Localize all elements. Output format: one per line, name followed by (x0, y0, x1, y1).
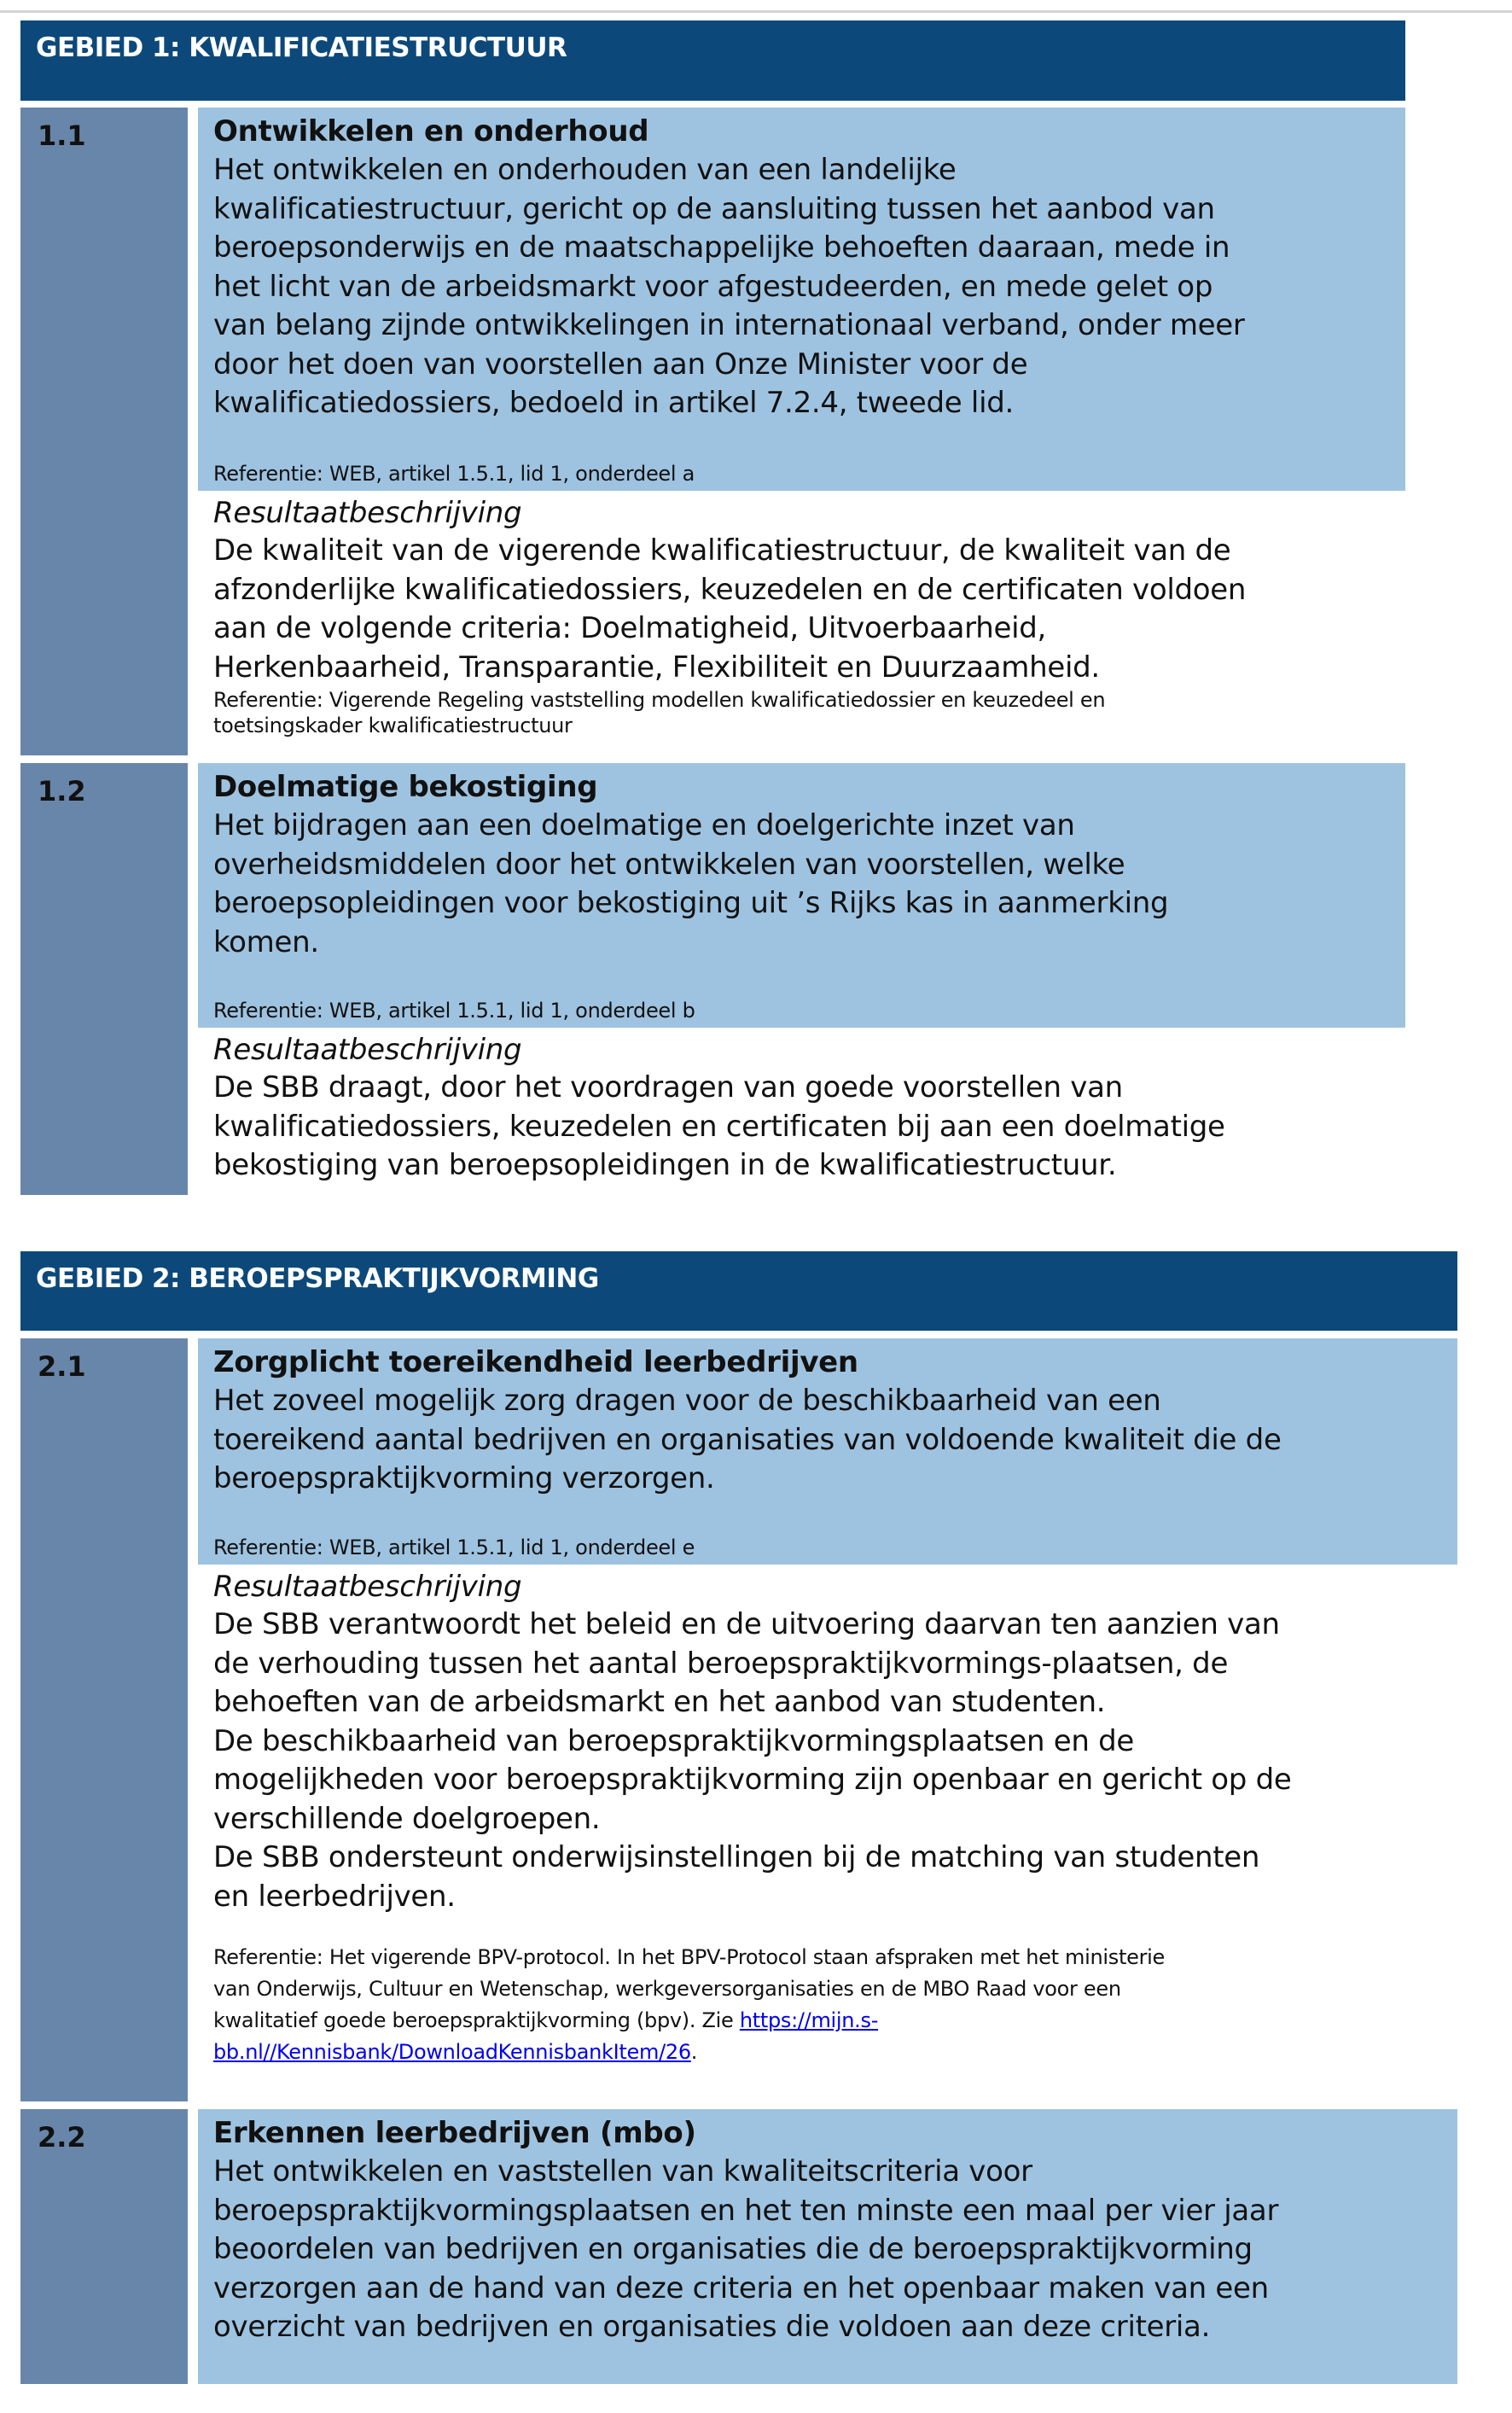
link-suffix: . (690, 2040, 698, 2064)
task-reference: Referentie: WEB, artikel 1.5.1, lid 1, onderdeel a (213, 462, 695, 486)
task-description-box (198, 2109, 1457, 2384)
result-line: verschillende doelgroepen. (213, 1801, 601, 1836)
result-line: aan de volgende criteria: Doelmatigheid, Uitvoerbaarheid, (213, 611, 1047, 645)
task-title: Ontwikkelen en onderhoud (213, 114, 649, 149)
description-line: Het ontwikkelen en onderhouden van een landelijke (213, 153, 957, 187)
task-content (198, 763, 1405, 1186)
task-number: 2.2 (20, 2109, 188, 2384)
description-line: beroepspraktijkvorming verzorgen. (213, 1461, 715, 1495)
result-line: De SBB draagt, door het voordragen van goede voorstellen van (213, 1070, 1123, 1105)
task-number: 1.1 (20, 108, 188, 755)
result-line: de verhouding tussen het aantal beroepspraktijkvormings-plaatsen, de (213, 1646, 1229, 1681)
gebied-1-header: GEBIED 1: KWALIFICATIESTRUCTUUR (20, 20, 1405, 101)
result-line: en leerbedrijven. (213, 1879, 456, 1914)
task-row-2-1 (20, 1338, 1457, 2101)
gebied-1-table (20, 20, 1405, 1195)
result-label: Resultaatbeschrijving (213, 1033, 522, 1067)
result-line: afzonderlijke kwalificatiedossiers, keuzedelen en de certificaten voldoen (213, 572, 1247, 607)
description-line: kwalificatiestructuur, gericht op de aansluiting tussen het aanbod van (213, 191, 1215, 226)
description-line: komen. (213, 924, 319, 959)
result-line: bekostiging van beroepsopleidingen in de kwalificatiestructuur. (213, 1148, 1117, 1182)
task-description-box (198, 108, 1405, 491)
description-line: kwalificatiedossiers, bedoeld in artikel 7.2.4, tweede lid. (213, 386, 1015, 420)
result-reference-prefix: kwalitatief goede beroepspraktijkvorming (bpv). Zie (213, 2008, 740, 2032)
result-label: Resultaatbeschrijving (213, 496, 522, 530)
task-title: Erkennen leerbedrijven (mbo) (213, 2116, 696, 2150)
kennisbank-link-continued[interactable]: bb.nl//Kennisbank/DownloadKennisbankItem/26 (213, 2040, 691, 2064)
task-number: 2.1 (20, 1338, 188, 2101)
page-top-divider (0, 10, 1512, 13)
description-line: Het zoveel mogelijk zorg dragen voor de beschikbaarheid van een (213, 1384, 1161, 1418)
result-section (198, 1565, 1457, 2068)
task-content (198, 108, 1405, 738)
result-section (198, 491, 1405, 738)
gebied-2-header: GEBIED 2: BEROEPSPRAKTIJKVORMING (20, 1251, 1457, 1331)
result-line: De beschikbaarheid van beroepspraktijkvormingsplaatsen en de (213, 1723, 1134, 1758)
task-row-2-2 (20, 2109, 1457, 2384)
task-number: 1.2 (20, 763, 188, 1195)
description-line: door het doen van voorstellen aan Onze Minister voor de (213, 347, 1028, 382)
kennisbank-link[interactable]: https://mijn.s- (739, 2008, 879, 2032)
task-description (213, 151, 1405, 423)
task-row-1-2 (20, 763, 1405, 1195)
task-description (213, 807, 1405, 962)
result-line: kwalificatiedossiers, keuzedelen en certificaten bij aan een doelmatige (213, 1109, 1225, 1144)
result-reference-line: toetsingskader kwalificatiestructuur (213, 714, 573, 737)
description-line: Het bijdragen aan een doelmatige en doelgerichte inzet van (213, 808, 1075, 842)
task-description (213, 1382, 1457, 1499)
result-line: De kwaliteit van de vigerende kwalificatiestructuur, de kwaliteit van de (213, 533, 1231, 568)
task-reference: Referentie: WEB, artikel 1.5.1, lid 1, onderdeel b (213, 999, 695, 1023)
result-line: De SBB ondersteunt onderwijsinstellingen bij de matching van studenten (213, 1840, 1260, 1874)
task-description-box (198, 763, 1405, 1028)
result-description (213, 1606, 1457, 1916)
task-content (198, 2109, 1457, 2384)
task-description-box (198, 1338, 1457, 1565)
result-line: De SBB verantwoordt het beleid en de uitvoering daarvan ten aanzien van (213, 1607, 1280, 1641)
task-reference: Referentie: WEB, artikel 1.5.1, lid 1, onderdeel e (213, 1536, 695, 1559)
result-reference-line: Referentie: Het vigerende BPV-protocol. In het BPV-Protocol staan afspraken met het ministerie (213, 1945, 1165, 1969)
result-reference (213, 1942, 1457, 2068)
task-content (198, 1338, 1457, 2068)
description-line: Het ontwikkelen en vaststellen van kwaliteitscriteria voor (213, 2154, 1032, 2189)
result-description (213, 532, 1405, 687)
task-description (213, 2153, 1457, 2347)
result-reference-line: Referentie: Vigerende Regeling vaststelling modellen kwalificatiedossier en keuzedeel en (213, 688, 1106, 712)
result-label: Resultaatbeschrijving (213, 1570, 522, 1604)
description-line: overheidsmiddelen door het ontwikkelen van voorstellen, welke (213, 847, 1125, 882)
task-title: Zorgplicht toereikendheid leerbedrijven (213, 1345, 858, 1379)
result-description (213, 1069, 1405, 1186)
result-line: behoeften van de arbeidsmarkt en het aanbod van studenten. (213, 1685, 1106, 1719)
description-line: beroepsopleidingen voor bekostiging uit ’s Rijks kas in aanmerking (213, 886, 1169, 920)
result-reference-line (213, 2005, 1457, 2037)
task-row-1-1 (20, 108, 1405, 755)
description-line: toereikend aantal bedrijven en organisaties van voldoende kwaliteit die de (213, 1422, 1282, 1457)
result-section (198, 1028, 1405, 1186)
description-line: verzorgen aan de hand van deze criteria en het openbaar maken van een (213, 2270, 1269, 2305)
result-reference-line: van Onderwijs, Cultuur en Wetenschap, werkgeversorganisaties en de MBO Raad voor een (213, 1977, 1121, 2001)
result-reference (213, 687, 1405, 738)
description-line: overzicht van bedrijven en organisaties die voldoen aan deze criteria. (213, 2310, 1211, 2344)
description-line: beroepspraktijkvormingsplaatsen en het ten minste een maal per vier jaar (213, 2193, 1279, 2228)
description-line: beroepsonderwijs en de maatschappelijke behoeften daaraan, mede in (213, 230, 1230, 265)
description-line: het licht van de arbeidsmarkt voor afgestudeerden, en mede gelet op (213, 269, 1213, 304)
description-line: beoordelen van bedrijven en organisaties die de beroepspraktijkvorming (213, 2232, 1253, 2266)
result-reference-line (213, 2037, 1457, 2068)
gebied-2-table (20, 1251, 1457, 2384)
description-line: van belang zijnde ontwikkelingen in internationaal verband, onder meer (213, 308, 1245, 342)
result-line: Herkenbaarheid, Transparantie, Flexibiliteit en Duurzaamheid. (213, 650, 1100, 685)
task-title: Doelmatige bekostiging (213, 770, 598, 804)
result-line: mogelijkheden voor beroepspraktijkvorming zijn openbaar en gericht op de (213, 1763, 1292, 1797)
